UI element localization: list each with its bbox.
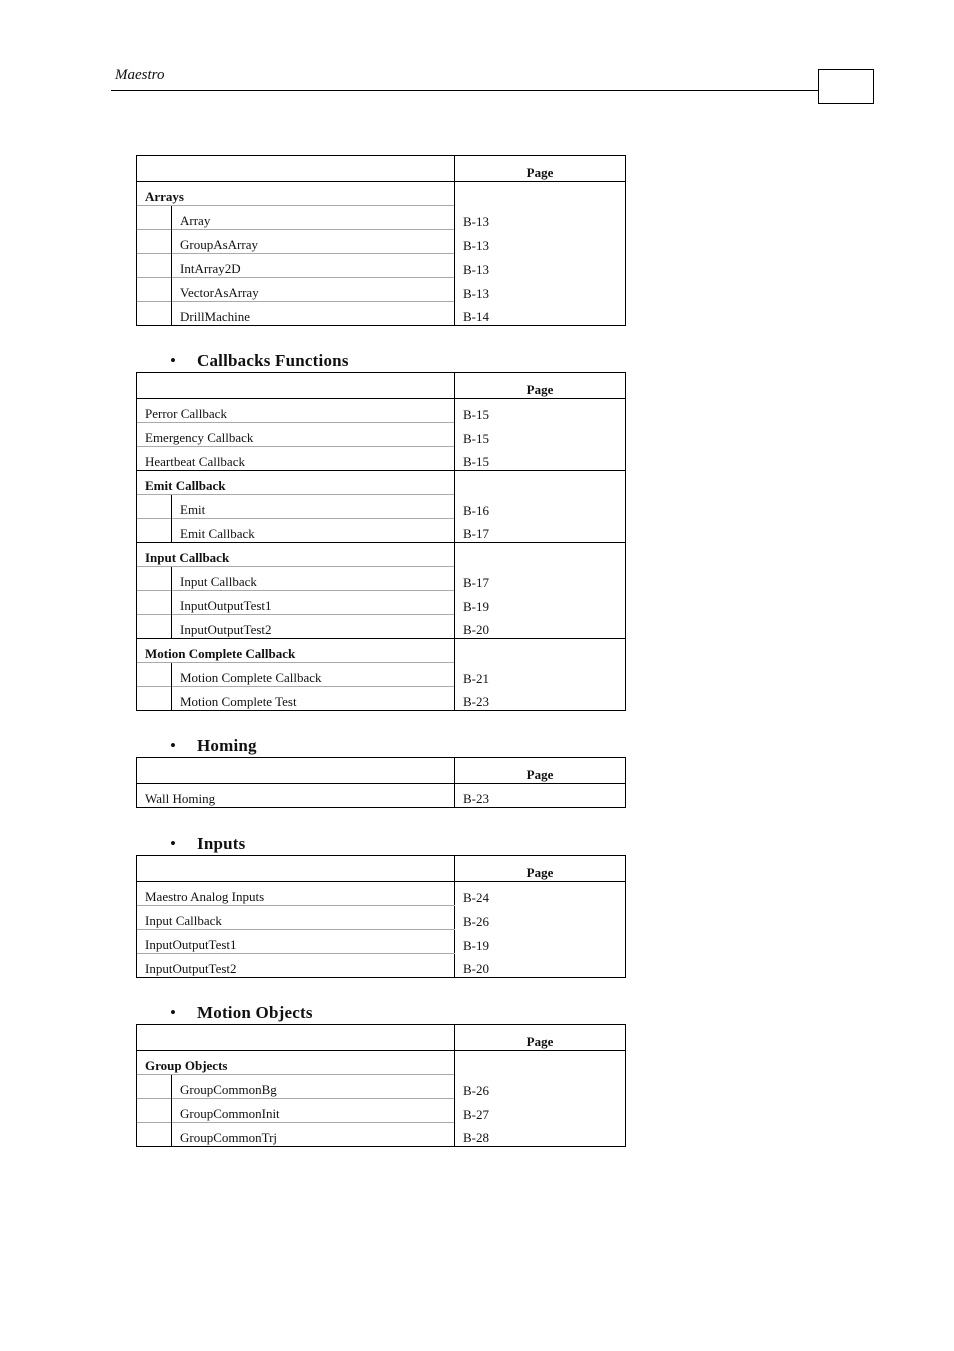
bullet-icon: • bbox=[170, 351, 177, 370]
table-row bbox=[137, 543, 626, 567]
page-ref: B-24 bbox=[455, 882, 626, 906]
entry-label[interactable]: Wall Homing bbox=[137, 784, 455, 808]
page-column-header: Page bbox=[455, 373, 626, 399]
entry-label[interactable]: IntArray2D bbox=[172, 254, 455, 278]
indent-cell bbox=[137, 687, 172, 711]
indent-cell bbox=[137, 663, 172, 687]
table-row bbox=[137, 1075, 626, 1099]
indent-cell bbox=[137, 495, 172, 519]
page-ref bbox=[455, 1051, 626, 1075]
group-label: Group Objects bbox=[137, 1051, 455, 1075]
header-rule bbox=[111, 90, 819, 91]
entry-label[interactable]: DrillMachine bbox=[172, 302, 455, 326]
entry-label[interactable]: Maestro Analog Inputs bbox=[137, 882, 455, 906]
indent-cell bbox=[137, 519, 172, 543]
table-row bbox=[137, 1099, 626, 1123]
page-ref bbox=[455, 182, 626, 206]
table-row bbox=[137, 663, 626, 687]
table-row bbox=[137, 567, 626, 591]
page-ref: B-26 bbox=[455, 906, 626, 930]
toc-table bbox=[136, 1024, 626, 1147]
entry-label[interactable]: InputOutputTest1 bbox=[137, 930, 455, 954]
bullet-icon: • bbox=[170, 834, 177, 853]
table-header-row bbox=[137, 373, 626, 399]
indent-cell bbox=[137, 302, 172, 326]
page-ref: B-17 bbox=[455, 567, 626, 591]
table-row bbox=[137, 399, 626, 423]
indent-cell bbox=[137, 1075, 172, 1099]
page-ref: B-17 bbox=[455, 519, 626, 543]
table-row bbox=[137, 591, 626, 615]
page-ref: B-23 bbox=[455, 687, 626, 711]
toc-table bbox=[136, 855, 626, 978]
table-row bbox=[137, 882, 626, 906]
page-ref: B-23 bbox=[455, 784, 626, 808]
indent-cell bbox=[137, 254, 172, 278]
indent-cell bbox=[137, 615, 172, 639]
entry-label[interactable]: Input Callback bbox=[137, 906, 455, 930]
page-number-box bbox=[818, 69, 874, 104]
section-heading-text: Homing bbox=[197, 736, 257, 755]
table-row bbox=[137, 519, 626, 543]
toc-table bbox=[136, 757, 626, 808]
table-row bbox=[137, 423, 626, 447]
bullet-icon: • bbox=[170, 1003, 177, 1022]
page-ref: B-13 bbox=[455, 278, 626, 302]
table-row bbox=[137, 495, 626, 519]
table-header-row bbox=[137, 758, 626, 784]
indent-cell bbox=[137, 206, 172, 230]
table-row bbox=[137, 471, 626, 495]
page-ref: B-15 bbox=[455, 423, 626, 447]
table-header-row bbox=[137, 856, 626, 882]
page-ref: B-19 bbox=[455, 591, 626, 615]
indent-cell bbox=[137, 591, 172, 615]
group-label: Input Callback bbox=[137, 543, 455, 567]
entry-label[interactable]: Input Callback bbox=[172, 567, 455, 591]
page-ref: B-13 bbox=[455, 206, 626, 230]
page-column-header: Page bbox=[455, 156, 626, 182]
entry-label[interactable]: Motion Complete Callback bbox=[172, 663, 455, 687]
page-ref: B-14 bbox=[455, 302, 626, 326]
page-ref: B-20 bbox=[455, 615, 626, 639]
table-row bbox=[137, 278, 626, 302]
entry-label[interactable]: Perror Callback bbox=[137, 399, 455, 423]
page-column-header: Page bbox=[455, 856, 626, 882]
entry-label[interactable]: InputOutputTest2 bbox=[137, 954, 455, 978]
page-ref: B-13 bbox=[455, 254, 626, 278]
entry-label[interactable]: Emergency Callback bbox=[137, 423, 455, 447]
table-row bbox=[137, 930, 626, 954]
group-label: Emit Callback bbox=[137, 471, 455, 495]
page-ref bbox=[455, 471, 626, 495]
indent-cell bbox=[137, 278, 172, 302]
page-ref: B-27 bbox=[455, 1099, 626, 1123]
group-label: Motion Complete Callback bbox=[137, 639, 455, 663]
header-blank-cell bbox=[137, 156, 455, 182]
table-row bbox=[137, 1123, 626, 1147]
header-blank-cell bbox=[137, 856, 455, 882]
toc-table bbox=[136, 155, 626, 326]
page-ref bbox=[455, 543, 626, 567]
section-heading-text: Callbacks Functions bbox=[197, 351, 349, 370]
table-row bbox=[137, 1051, 626, 1075]
group-label: Arrays bbox=[137, 182, 455, 206]
entry-label[interactable]: GroupAsArray bbox=[172, 230, 455, 254]
table-row bbox=[137, 954, 626, 978]
table-row bbox=[137, 302, 626, 326]
entry-label[interactable]: Emit Callback bbox=[172, 519, 455, 543]
page-ref: B-13 bbox=[455, 230, 626, 254]
section-heading bbox=[170, 736, 257, 756]
entry-label[interactable]: Motion Complete Test bbox=[172, 687, 455, 711]
entry-label[interactable]: InputOutputTest2 bbox=[172, 615, 455, 639]
entry-label[interactable]: Heartbeat Callback bbox=[137, 447, 455, 471]
indent-cell bbox=[137, 230, 172, 254]
entry-label[interactable]: InputOutputTest1 bbox=[172, 591, 455, 615]
header-blank-cell bbox=[137, 373, 455, 399]
table-header-row bbox=[137, 1025, 626, 1051]
section-heading-text: Inputs bbox=[197, 834, 246, 853]
section-heading-text: Motion Objects bbox=[197, 1003, 313, 1022]
table-row bbox=[137, 615, 626, 639]
header-title: Maestro bbox=[115, 67, 165, 83]
page-ref: B-15 bbox=[455, 447, 626, 471]
page-ref bbox=[455, 639, 626, 663]
section-heading bbox=[170, 351, 349, 371]
entry-label[interactable]: GroupCommonTrj bbox=[172, 1123, 455, 1147]
header-blank-cell bbox=[137, 758, 455, 784]
entry-label[interactable]: Array bbox=[172, 206, 455, 230]
table-row bbox=[137, 254, 626, 278]
page-column-header: Page bbox=[455, 1025, 626, 1051]
toc-table bbox=[136, 372, 626, 711]
entry-label[interactable]: GroupCommonInit bbox=[172, 1099, 455, 1123]
indent-cell bbox=[137, 567, 172, 591]
page-ref: B-15 bbox=[455, 399, 626, 423]
table-header-row bbox=[137, 156, 626, 182]
table-row bbox=[137, 206, 626, 230]
page-ref: B-20 bbox=[455, 954, 626, 978]
page-ref: B-16 bbox=[455, 495, 626, 519]
header-blank-cell bbox=[137, 1025, 455, 1051]
indent-cell bbox=[137, 1123, 172, 1147]
table-row bbox=[137, 639, 626, 663]
page-ref: B-26 bbox=[455, 1075, 626, 1099]
table-row bbox=[137, 182, 626, 206]
bullet-icon: • bbox=[170, 736, 177, 755]
page-ref: B-28 bbox=[455, 1123, 626, 1147]
table-row bbox=[137, 447, 626, 471]
page-ref: B-19 bbox=[455, 930, 626, 954]
page-ref: B-21 bbox=[455, 663, 626, 687]
entry-label[interactable]: VectorAsArray bbox=[172, 278, 455, 302]
indent-cell bbox=[137, 1099, 172, 1123]
section-heading bbox=[170, 1003, 313, 1023]
entry-label[interactable]: Emit bbox=[172, 495, 455, 519]
table-row bbox=[137, 906, 626, 930]
table-row bbox=[137, 230, 626, 254]
table-row bbox=[137, 687, 626, 711]
section-heading bbox=[170, 834, 245, 854]
table-row bbox=[137, 784, 626, 808]
page-column-header: Page bbox=[455, 758, 626, 784]
entry-label[interactable]: GroupCommonBg bbox=[172, 1075, 455, 1099]
